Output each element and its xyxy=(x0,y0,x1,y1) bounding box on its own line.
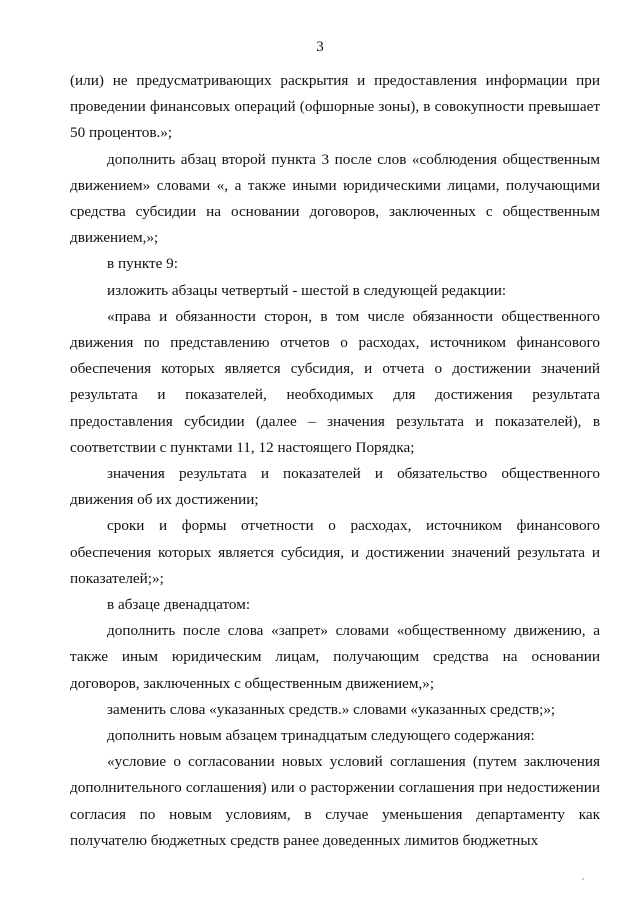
paragraph-agreement-condition: «условие о согласовании новых условий соглашения (путем заключения дополнительного соглашения) или о расторжении соглашения при недостижении согласия по новым условиям, в случае уменьшения департаменту как получателю бюджетных средств ранее доведенных лимитов бюджетных xyxy=(70,753,600,849)
paragraph-offshore-continuation: (или) не предусматривающих раскрытия и предоставления информации при проведении финансовых операций (офшорные зоны), в совокупности превышает 50 процентов.»; xyxy=(70,72,600,142)
paragraph-item-3-amendment: дополнить абзац второй пункта 3 после слов «соблюдения общественным движением» словами «, а также иными юридическими лицами, получающими средства субсидии на основании договоров, заключенных с общественным движением,»; xyxy=(70,150,600,247)
paragraph-twelfth-heading: в абзаце двенадцатом: xyxy=(107,596,251,614)
paragraph-thirteenth-heading: дополнить новым абзацем тринадцатым следующего содержания: xyxy=(107,727,535,745)
document-body xyxy=(70,68,600,854)
paragraph-prohibition-amendment: дополнить после слова «запрет» словами «общественному движению, а также иным юридическим лицам, получающим средства на основании договоров, заключенных с общественным движением,»; xyxy=(70,622,600,692)
paragraph-restate-instruction: изложить абзацы четвертый - шестой в следующей редакции: xyxy=(107,281,507,299)
paragraph-rights-obligations: «права и обязанности сторон, в том числе обязанности общественного движения по представлению отчетов о расходах, источником финансового обеспечения которых является субсидия, и отчета о достижении значений результата и показателей, необходимых для достижения результата предоставления субсидии (далее – значения результата и показателей), в соответствии с пунктами 11, 12 настоящего Порядка; xyxy=(70,307,600,456)
paragraph-reporting-terms: сроки и формы отчетности о расходах, источником финансового обеспечения которых является субсидия, и достижении значений результата и показателей;»; xyxy=(70,517,600,587)
paragraph-result-values: значения результата и показателей и обязательство общественного движения об их достижении; xyxy=(70,465,600,509)
scan-speck xyxy=(582,878,584,880)
paragraph-item-9-heading: в пункте 9: xyxy=(107,255,178,273)
page-number: 3 xyxy=(316,39,324,55)
paragraph-replace-words: заменить слова «указанных средств.» словами «указанных средств;»; xyxy=(107,700,556,718)
